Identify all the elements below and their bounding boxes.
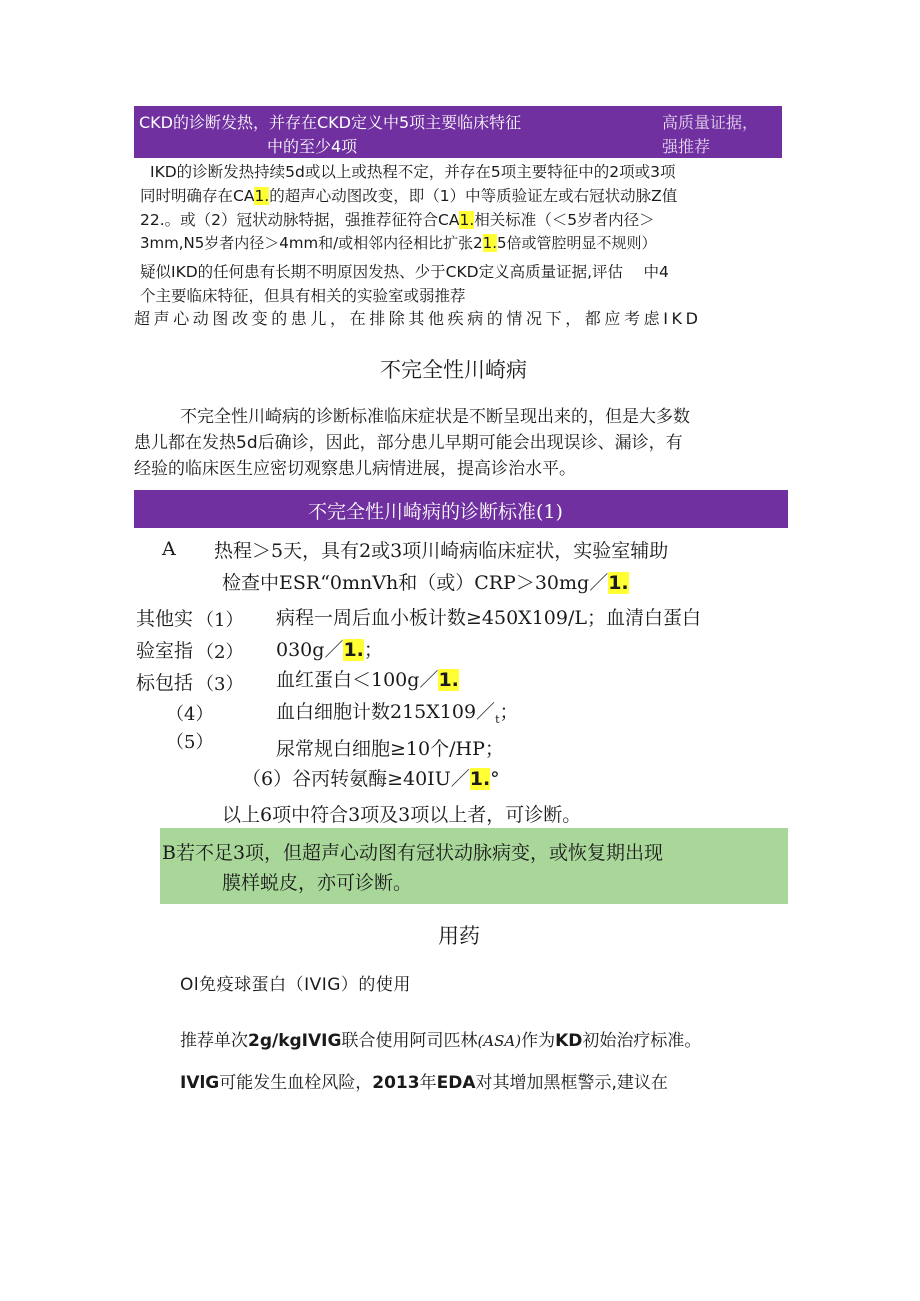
item-6-tail: ° [490, 768, 500, 790]
item-6-highlight: 1. [469, 768, 491, 790]
item-number-1: （1） [196, 610, 244, 631]
side-label-2: 验室指 [136, 640, 194, 662]
item-2-text: 030g／ [276, 639, 344, 661]
top-table-left-line2: 中的至少4项 [267, 137, 358, 156]
criterion-a-label: A [162, 538, 176, 560]
section2-line3 [180, 1068, 668, 1093]
section2-line2-a: 推荐单次 [180, 1031, 248, 1051]
item-6 [242, 764, 500, 791]
section1-para-line2: 患儿都在发热5d后确诊，因此，部分患儿早期可能会出现误诊、漏诊，有 [134, 433, 683, 453]
section2-line3-e: EDA [436, 1073, 476, 1093]
ikd-line2-highlight: 1. [254, 187, 270, 205]
item-3-highlight: 1. [438, 669, 459, 691]
section2-line2-b: 2g/kgIVIG [248, 1031, 342, 1051]
item-3-text: 血红蛋白＜100g／ [276, 669, 439, 691]
criterion-a-highlight: 1. [608, 572, 629, 594]
ikd-line7: 超声心动图改变的患儿，在排除其他疾病的情况下，都应考虑IKD [134, 309, 702, 328]
item-5: 尿常规白细胞≥10个/HP； [276, 738, 504, 760]
section2-line3-b: 可能发生血栓风险， [219, 1073, 373, 1093]
ikd-line4 [140, 232, 657, 253]
top-table-right-line2: 强推荐 [662, 137, 711, 156]
item-4 [276, 697, 519, 726]
item-2-highlight: 1. [343, 639, 364, 661]
criterion-b-line1: B若不足3项，但超声心动图有冠状动脉病变，或恢复期出现 [162, 842, 664, 864]
criteria-banner-title: 不完全性川崎病的诊断标准(1) [308, 501, 563, 523]
criterion-a-line2-text: 检查中ESR“0mnVh和（或）CRP＞30mg／ [222, 572, 609, 594]
item-number-5: （5） [166, 732, 214, 753]
section2-line2-c: 联合使用阿司匹林 [341, 1031, 478, 1051]
ikd-line2-b: 的超声心动图改变，即（1）中等质验证左或右冠状动脉Z值 [269, 187, 678, 205]
ikd-line4-b: 5倍或管腔明显不规则） [496, 234, 657, 252]
section2-line2-e: 作为 [521, 1031, 556, 1051]
section2-line3-f: 对其增加黑框警示,建议在 [475, 1073, 668, 1093]
item-1: 病程一周后血小板计数≥450X109/L；血清白蛋白 [276, 607, 701, 629]
item-6-text: （6）谷丙转氨酶≥40IU／ [242, 768, 470, 790]
section2-line2-d: (ASA) [477, 1032, 522, 1050]
criteria-conclusion: 以上6项中符合3项及3项以上者，可诊断。 [222, 804, 582, 826]
ikd-line4-highlight: 1. [482, 234, 497, 252]
ikd-line3-a: 22.。或（2）冠状动脉特据，强推荐征符合CA [140, 211, 460, 229]
item-number-4: （4） [166, 704, 214, 725]
ikd-line2 [140, 184, 677, 206]
item-3 [276, 665, 459, 692]
ikd-line3-b: 相关标准（＜5岁者内径＞ [474, 211, 655, 229]
section2-line3-a: IVlG [180, 1073, 220, 1093]
section2-line2 [180, 1026, 701, 1051]
side-label-3: 标包括 [136, 672, 194, 694]
section1-para-line3: 经验的临床医生应密切观察患儿病情进展，提高诊治水平。 [134, 459, 576, 479]
ikd-line6: 个主要临床特征，但具有相关的实验室或弱推荐 [140, 287, 466, 305]
item-4-tail: ； [499, 701, 519, 723]
section2-line3-d: 年 [419, 1073, 437, 1093]
item-4-sub: t [495, 712, 500, 726]
section1-title: 不完全性川崎病 [380, 358, 527, 382]
ikd-line4-a: 3mm,N5岁者内径＞4mm和/或相邻内径相比扩张2 [140, 234, 483, 252]
section2-title: 用药 [438, 924, 480, 948]
criterion-a-line1: 热程＞5天，具有2或3项川崎病临床症状，实验室辅助 [214, 540, 669, 562]
top-table-right-line1: 高质量证据， [662, 113, 759, 132]
ikd-line3-highlight: 1. [459, 211, 475, 229]
section2-line1: Ol免疫球蛋白（IVIG）的使用 [180, 975, 411, 995]
section2-line2-f: KD [555, 1031, 583, 1051]
ikd-line2-a: 同时明确存在CA [140, 187, 255, 205]
ikd-line3 [140, 208, 655, 230]
criterion-b-line2: 膜样蜕皮，亦可诊断。 [222, 872, 413, 894]
top-table-left-line1: CKD的诊断发热，并存在CKD定义中5项主要临床特征 [139, 113, 522, 132]
item-2-tail: ； [363, 639, 383, 661]
ikd-line1: IKD的诊断发热持续5d或以上或热程不定，并存在5项主要特征中的2项或3项 [150, 163, 676, 181]
criterion-a-line2 [222, 568, 629, 595]
item-2 [276, 635, 383, 662]
item-number-3: （3） [196, 674, 244, 695]
side-label-1: 其他实 [136, 608, 194, 630]
section1-para-line1: 不完全性川崎病的诊断标准临床症状是不断呈现出来的，但是大多数 [180, 407, 690, 427]
section2-line3-c: 2013 [372, 1073, 420, 1093]
ikd-line5: 疑似IKD的任何患有长期不明原因发热、少于CKD定义高质量证据,评估 中4 [140, 263, 669, 281]
section2-line2-g: 初始治疗标准。 [582, 1031, 702, 1051]
item-number-2: （2） [196, 642, 244, 663]
item-4-text: 血白细胞计数215X109／ [276, 701, 496, 723]
